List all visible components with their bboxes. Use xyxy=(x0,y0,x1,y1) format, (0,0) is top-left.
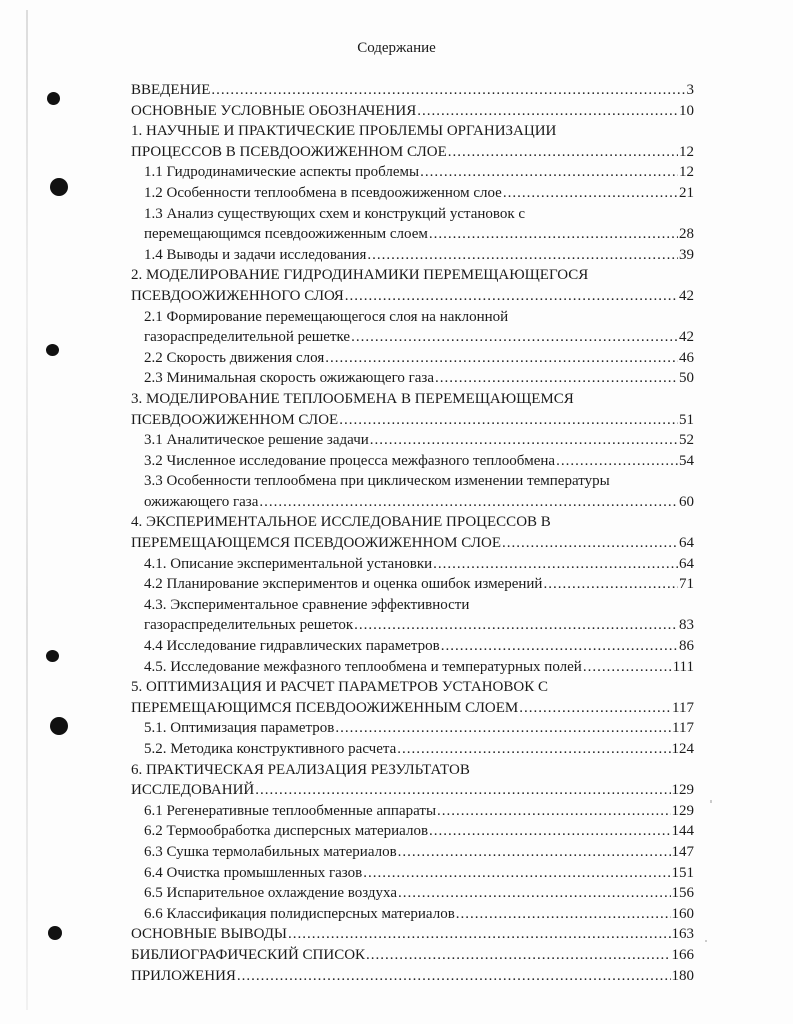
toc-entry-title: 6.2 Термообработка дисперсных материалов xyxy=(144,823,429,840)
toc-leader-dots xyxy=(556,451,678,472)
toc-leader-dots xyxy=(433,554,678,575)
punch-hole-6 xyxy=(48,926,62,940)
toc-entry-row xyxy=(144,471,694,492)
toc-leader-dots xyxy=(397,739,670,760)
toc-entry-row xyxy=(144,204,694,225)
toc-entry-title: 1.4 Выводы и задачи исследования xyxy=(144,246,367,263)
toc-entry xyxy=(131,80,694,101)
toc-entry xyxy=(131,863,694,884)
toc-entry-row xyxy=(144,348,694,369)
toc-entry-title: 2.2 Скорость движения слоя xyxy=(144,349,325,366)
toc-page-number: 147 xyxy=(671,843,694,860)
toc-page-number: 39 xyxy=(679,246,694,263)
toc-entry xyxy=(131,327,694,348)
toc-leader-dots xyxy=(398,883,671,904)
toc-leader-dots xyxy=(543,574,678,595)
toc-entry xyxy=(131,492,694,513)
punch-hole-5 xyxy=(50,717,68,735)
toc-entry-row xyxy=(144,801,694,822)
toc-entry-row xyxy=(131,121,694,142)
toc-entry-title: 6.5 Испарительное охлаждение воздуха xyxy=(144,885,397,902)
toc-leader-dots xyxy=(335,718,671,739)
toc-page-number: 124 xyxy=(671,741,694,757)
toc-entry-line xyxy=(131,760,694,781)
toc-leader-dots xyxy=(437,801,670,822)
toc-page-number: 28 xyxy=(679,226,694,243)
toc-page-number: 166 xyxy=(671,946,694,963)
toc-entry-row xyxy=(131,80,694,101)
toc-leader-dots xyxy=(351,327,678,348)
toc-entry-title: 5.2. Методика конструктивного расчета xyxy=(144,741,397,757)
toc-entry-title: 4.5. Исследование межфазного теплообмена и температурных полей xyxy=(144,658,582,675)
toc-page-number: 117 xyxy=(672,699,694,716)
toc-entry xyxy=(131,904,694,925)
toc-leader-dots xyxy=(420,162,678,183)
toc-entry-row xyxy=(131,533,694,554)
toc-entry-title: 2. МОДЕЛИРОВАНИЕ ГИДРОДИНАМИКИ ПЕРЕМЕЩАЮЩЕГОСЯ xyxy=(131,267,589,284)
toc-entry-row xyxy=(131,966,694,987)
toc-page-number: 180 xyxy=(671,967,694,984)
toc-leader-dots xyxy=(398,842,671,863)
toc-entry-title: ВВЕДЕНИЕ xyxy=(131,82,211,98)
toc-entry xyxy=(131,615,694,636)
toc-entry-row xyxy=(144,183,694,204)
toc-page-number: 83 xyxy=(679,617,694,634)
toc-entry xyxy=(131,451,694,472)
toc-entry-title: 2.1 Формирование перемещающегося слоя на наклонной xyxy=(144,308,509,325)
toc-page-number: 10 xyxy=(679,102,694,119)
punch-hole-2 xyxy=(50,178,68,196)
toc-page-number: 163 xyxy=(671,926,694,943)
toc-entry-row xyxy=(144,821,694,842)
toc-entry-title: 5.1. Оптимизация параметров xyxy=(144,720,335,737)
toc-leader-dots xyxy=(354,615,678,636)
toc-entry-title: 6.3 Сушка термолабильных материалов xyxy=(144,843,397,860)
toc-leader-dots xyxy=(435,368,678,389)
toc-entry xyxy=(131,183,694,204)
toc-entry xyxy=(131,780,694,801)
toc-entry-title: 3.1 Аналитическое решение задачи xyxy=(144,432,369,449)
toc-leader-dots xyxy=(456,904,671,925)
toc-entry xyxy=(131,718,694,739)
toc-page-number: 156 xyxy=(671,885,694,902)
toc-entry xyxy=(131,368,694,389)
toc-entry xyxy=(131,821,694,842)
toc-page-number: 160 xyxy=(671,905,694,922)
toc-entry-row xyxy=(131,286,694,307)
toc-entry-row xyxy=(144,430,694,451)
toc-entry-row xyxy=(144,636,694,657)
toc-page-number: 151 xyxy=(671,864,694,881)
toc-page-number: 50 xyxy=(679,370,694,387)
toc-entry-title: 6. ПРАКТИЧЕСКАЯ РЕАЛИЗАЦИЯ РЕЗУЛЬТАТОВ xyxy=(131,761,470,778)
toc-entry xyxy=(131,224,694,245)
toc-leader-dots xyxy=(363,863,670,884)
toc-leader-dots xyxy=(255,780,670,801)
toc-entry xyxy=(131,636,694,657)
toc-entry xyxy=(131,101,694,122)
toc-entry-row xyxy=(144,492,694,513)
toc-leader-dots xyxy=(288,924,670,945)
toc-page-number: 111 xyxy=(672,658,694,675)
toc-page-number: 144 xyxy=(671,823,694,840)
toc-leader-dots xyxy=(429,821,670,842)
toc-page-number: 42 xyxy=(679,329,694,346)
toc-entry-title: ПЕРЕМЕЩАЮЩИМСЯ ПСЕВДООЖИЖЕННЫМ СЛОЕМ xyxy=(131,699,519,716)
toc-leader-dots xyxy=(417,101,678,122)
toc-page-number: 129 xyxy=(671,802,694,819)
toc-leader-dots xyxy=(367,245,678,266)
toc-entry-line xyxy=(131,265,694,286)
toc-entry xyxy=(131,533,694,554)
toc-page-number: 64 xyxy=(679,555,694,572)
toc-entry-title: ПРОЦЕССОВ В ПСЕВДООЖИЖЕННОМ СЛОЕ xyxy=(131,143,447,160)
toc-leader-dots xyxy=(345,286,678,307)
toc-entry xyxy=(131,245,694,266)
toc-entry-row xyxy=(144,615,694,636)
toc-entry-title: 6.4 Очистка промышленных газов xyxy=(144,864,363,881)
toc-entry xyxy=(131,286,694,307)
toc-entry-row xyxy=(144,162,694,183)
toc-entry xyxy=(131,430,694,451)
table-of-contents xyxy=(131,80,694,986)
toc-entry xyxy=(131,348,694,369)
toc-leader-dots xyxy=(583,657,672,678)
toc-entry-row xyxy=(144,842,694,863)
toc-entry-title: 1. НАУЧНЫЕ И ПРАКТИЧЕСКИЕ ПРОБЛЕМЫ ОРГАНИЗАЦИИ xyxy=(131,123,557,140)
toc-entry-title: 4.4 Исследование гидравлических параметров xyxy=(144,638,440,655)
toc-entry-title: ПСЕВДООЖИЖЕННОМ СЛОЕ xyxy=(131,411,339,428)
toc-entry xyxy=(131,801,694,822)
toc-entry xyxy=(131,842,694,863)
scan-edge-shadow xyxy=(26,10,28,1010)
punch-hole-1 xyxy=(47,92,60,105)
punch-hole-3 xyxy=(46,344,59,356)
toc-leader-dots xyxy=(211,80,685,101)
toc-leader-dots xyxy=(339,410,678,431)
toc-page-number: 3 xyxy=(686,82,694,98)
toc-entry-row xyxy=(144,657,694,678)
toc-entry-row xyxy=(144,718,694,739)
toc-entry-title: БИБЛИОГРАФИЧЕСКИЙ СПИСОК xyxy=(131,946,366,963)
toc-page-number: 52 xyxy=(679,432,694,449)
toc-entry-row xyxy=(144,451,694,472)
toc-entry-row xyxy=(144,574,694,595)
toc-entry-row xyxy=(144,554,694,575)
toc-page-number: 129 xyxy=(671,782,694,799)
page-title: Содержание xyxy=(357,40,436,56)
toc-entry-row xyxy=(144,368,694,389)
toc-entry-row xyxy=(144,245,694,266)
toc-entry-line xyxy=(131,677,694,698)
toc-entry xyxy=(131,924,694,945)
toc-entry-title: газораспределительных решеток xyxy=(144,617,354,634)
punch-hole-4 xyxy=(46,650,59,662)
toc-entry xyxy=(131,574,694,595)
toc-entry-line xyxy=(131,389,694,410)
toc-page-number: 12 xyxy=(679,143,694,160)
toc-entry-row xyxy=(144,224,694,245)
toc-entry-row xyxy=(131,410,694,431)
toc-entry-title: 6.6 Классификация полидисперсных материалов xyxy=(144,905,455,922)
toc-entry-row xyxy=(131,698,694,719)
toc-entry-title: 1.2 Особенности теплообмена в псевдоожиженном слое xyxy=(144,184,502,201)
toc-entry-row xyxy=(131,265,694,286)
toc-entry-line xyxy=(131,512,694,533)
toc-entry xyxy=(131,698,694,719)
toc-leader-dots xyxy=(519,698,671,719)
toc-entry-title: ожижающего газа xyxy=(144,493,259,510)
toc-leader-dots xyxy=(325,348,678,369)
toc-entry-title: 2.3 Минимальная скорость ожижающего газа xyxy=(144,370,434,387)
toc-entry-title: 4. ЭКСПЕРИМЕНТАЛЬНОЕ ИССЛЕДОВАНИЕ ПРОЦЕССОВ В xyxy=(131,514,551,531)
toc-page-number: 51 xyxy=(679,411,694,428)
toc-entry xyxy=(131,883,694,904)
toc-leader-dots xyxy=(429,224,678,245)
toc-leader-dots xyxy=(502,533,678,554)
toc-entry-title: перемещающимся псевдоожиженным слоем xyxy=(144,226,428,243)
toc-entry-row xyxy=(144,595,694,616)
toc-entry-title: 3.2 Численное исследование процесса межфазного теплообмена xyxy=(144,452,556,469)
toc-entry-row xyxy=(131,780,694,801)
toc-entry-row xyxy=(144,863,694,884)
toc-entry-row xyxy=(131,101,694,122)
scan-speck xyxy=(705,940,707,942)
toc-page-number: 64 xyxy=(679,535,694,552)
toc-page-number: 60 xyxy=(679,493,694,510)
toc-entry xyxy=(131,410,694,431)
toc-entry xyxy=(131,657,694,678)
toc-entry-line xyxy=(131,204,694,225)
toc-entry-row xyxy=(131,760,694,781)
toc-page-number: 54 xyxy=(679,452,694,469)
toc-entry-row xyxy=(131,924,694,945)
toc-page-number: 12 xyxy=(679,164,694,181)
scan-speck xyxy=(710,800,712,803)
toc-page-number: 86 xyxy=(679,638,694,655)
toc-entry-title: ПЕРЕМЕЩАЮЩЕМСЯ ПСЕВДООЖИЖЕННОМ СЛОЕ xyxy=(131,535,501,552)
toc-page-number: 21 xyxy=(679,184,694,201)
toc-entry xyxy=(131,945,694,966)
toc-entry-line xyxy=(131,121,694,142)
toc-entry-row xyxy=(144,307,694,328)
toc-leader-dots xyxy=(259,492,678,513)
toc-entry-title: 3.3 Особенности теплообмена при циклическом изменении температуры xyxy=(144,473,610,490)
toc-page-number: 71 xyxy=(679,576,694,593)
toc-leader-dots xyxy=(237,966,671,987)
toc-entry-title: 4.3. Экспериментальное сравнение эффективности xyxy=(144,596,470,613)
toc-entry-row xyxy=(144,883,694,904)
toc-page-number: 46 xyxy=(679,349,694,366)
toc-entry-row xyxy=(144,904,694,925)
toc-entry-title: 3. МОДЕЛИРОВАНИЕ ТЕПЛООБМЕНА В ПЕРЕМЕЩАЮЩЕМСЯ xyxy=(131,390,574,407)
toc-entry xyxy=(131,554,694,575)
toc-leader-dots xyxy=(370,430,678,451)
toc-entry-line xyxy=(131,471,694,492)
toc-leader-dots xyxy=(366,945,670,966)
toc-entry-row xyxy=(144,327,694,348)
toc-page-number: 117 xyxy=(672,720,694,737)
toc-entry-row xyxy=(131,677,694,698)
toc-entry-row xyxy=(131,945,694,966)
toc-entry-title: ОСНОВНЫЕ ВЫВОДЫ xyxy=(131,926,288,943)
toc-leader-dots xyxy=(503,183,678,204)
toc-entry-row xyxy=(131,512,694,533)
toc-entry xyxy=(131,142,694,163)
toc-entry xyxy=(131,162,694,183)
toc-entry xyxy=(131,739,694,760)
toc-entry-title: 6.1 Регенеративные теплообменные аппараты xyxy=(144,802,437,819)
toc-entry-line xyxy=(131,595,694,616)
toc-entry-title: 1.3 Анализ существующих схем и конструкций установок с xyxy=(144,205,526,222)
toc-leader-dots xyxy=(448,142,678,163)
toc-entry-row xyxy=(131,389,694,410)
toc-entry-row xyxy=(131,142,694,163)
toc-entry-line xyxy=(131,307,694,328)
toc-entry-title: ПРИЛОЖЕНИЯ xyxy=(131,967,236,984)
toc-page-number: 42 xyxy=(679,287,694,304)
toc-entry-title: 1.1 Гидродинамические аспекты проблемы xyxy=(144,164,420,181)
toc-entry-title: ПСЕВДООЖИЖЕННОГО СЛОЯ xyxy=(131,287,344,304)
toc-entry-row xyxy=(144,739,694,760)
toc-entry-title: газораспределительной решетке xyxy=(144,329,351,346)
toc-entry-title: 4.2 Планирование экспериментов и оценка ошибок измерений xyxy=(144,576,543,593)
toc-entry-title: ИССЛЕДОВАНИЙ xyxy=(131,782,255,799)
toc-entry-title: 4.1. Описание экспериментальной установки xyxy=(144,555,433,572)
toc-entry xyxy=(131,966,694,987)
toc-entry-title: ОСНОВНЫЕ УСЛОВНЫЕ ОБОЗНАЧЕНИЯ xyxy=(131,102,417,119)
toc-entry-title: 5. ОПТИМИЗАЦИЯ И РАСЧЕТ ПАРАМЕТРОВ УСТАНОВОК С xyxy=(131,679,548,696)
toc-leader-dots xyxy=(441,636,678,657)
